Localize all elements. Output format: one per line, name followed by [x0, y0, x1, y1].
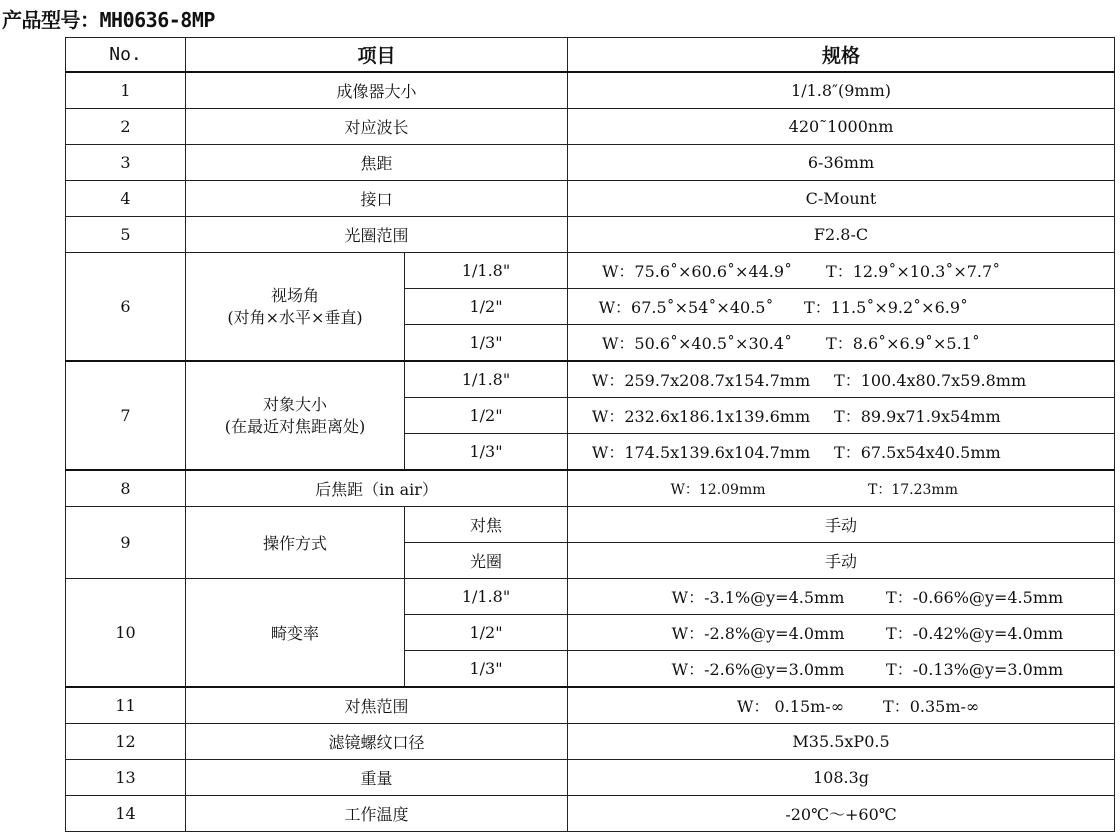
- wide-value: W：50.6˚×40.5˚×30.4˚: [601, 334, 793, 353]
- row-spec: [568, 579, 1115, 615]
- table-row: [66, 760, 1115, 796]
- row-item: 滤镜螺纹口径: [186, 724, 568, 760]
- row-no: 10: [66, 579, 186, 688]
- row-spec: [568, 651, 1115, 688]
- row-no: 12: [66, 724, 186, 760]
- wide-value: W：67.5˚×54˚×40.5˚: [598, 298, 774, 317]
- row-spec: [568, 253, 1115, 289]
- table-row: [66, 687, 1115, 724]
- row-spec: 手动: [568, 543, 1115, 579]
- wide-value: W：259.7x208.7x154.7mm: [591, 371, 811, 390]
- row-item: 对焦范围: [186, 687, 568, 724]
- row-item: 成像器大小: [186, 72, 568, 109]
- tele-value: T：-0.66%@y=4.5mm: [886, 588, 1064, 607]
- row-item: 对应波长: [186, 109, 568, 145]
- tele-value: T：8.6˚×6.9˚×5.1˚: [826, 334, 980, 353]
- table-row: [66, 579, 1115, 615]
- sensor-size: 1/1.8": [405, 361, 568, 398]
- row-spec: F2.8-C: [568, 217, 1115, 253]
- table-row: [66, 145, 1115, 181]
- row-no: 9: [66, 507, 186, 579]
- row-spec: [568, 289, 1115, 325]
- row-spec: [568, 361, 1115, 398]
- tele-value: T：11.5˚×9.2˚×6.9˚: [804, 298, 969, 317]
- row-item-line: (对角×水平×垂直): [227, 307, 363, 327]
- row-no: 1: [66, 72, 186, 109]
- tele-value: T：67.5x54x40.5mm: [834, 443, 1001, 462]
- row-spec: [568, 615, 1115, 651]
- row-no: 13: [66, 760, 186, 796]
- row-item-line: 对象大小: [262, 394, 327, 414]
- row-no: 4: [66, 181, 186, 217]
- wide-value: W：12.09mm: [670, 481, 766, 498]
- sensor-size: 1/3": [405, 651, 568, 688]
- wide-value: W：-3.1%@y=4.5mm: [671, 588, 845, 607]
- row-spec: [568, 470, 1115, 507]
- sub-item: 对焦: [405, 507, 568, 543]
- wide-value: W：-2.6%@y=3.0mm: [671, 660, 845, 679]
- row-item: 光圈范围: [186, 217, 568, 253]
- wide-value: W：232.6x186.1x139.6mm: [591, 407, 811, 426]
- wide-value: W： 0.15m-∞: [736, 697, 845, 716]
- row-no: 2: [66, 109, 186, 145]
- row-no: 6: [66, 253, 186, 362]
- row-spec: [568, 687, 1115, 724]
- row-spec: 手动: [568, 507, 1115, 543]
- table-row: [66, 109, 1115, 145]
- row-spec: -20℃～+60℃: [568, 796, 1115, 832]
- sensor-size: 1/2": [405, 289, 568, 325]
- wide-value: W：174.5x139.6x104.7mm: [591, 443, 811, 462]
- sensor-size: 1/1.8": [405, 253, 568, 289]
- header-item: 项目: [186, 38, 568, 73]
- tele-value: T：0.35m-∞: [883, 697, 980, 716]
- tele-value: T：-0.13%@y=3.0mm: [886, 660, 1064, 679]
- table-header-row: [66, 38, 1115, 73]
- row-spec: 6-36mm: [568, 145, 1115, 181]
- tele-value: T：100.4x80.7x59.8mm: [834, 371, 1027, 390]
- page-title: 产品型号：MH0636-8MP: [2, 8, 215, 32]
- table-row: [66, 724, 1115, 760]
- sensor-size: 1/1.8": [405, 579, 568, 615]
- header-no: No.: [66, 38, 186, 73]
- row-no: 5: [66, 217, 186, 253]
- table-row: [66, 72, 1115, 109]
- table-row: [66, 361, 1115, 398]
- row-spec: [568, 325, 1115, 362]
- row-item: 后焦距（in air）: [186, 470, 568, 507]
- sensor-size: 1/3": [405, 325, 568, 362]
- row-item: [186, 361, 405, 470]
- row-item: [186, 253, 405, 362]
- row-item: 重量: [186, 760, 568, 796]
- wide-value: W：-2.8%@y=4.0mm: [671, 624, 845, 643]
- spec-table: [65, 37, 1115, 832]
- sub-item: 光圈: [405, 543, 568, 579]
- sensor-size: 1/3": [405, 434, 568, 471]
- row-no: 7: [66, 361, 186, 470]
- wide-value: W：75.6˚×60.6˚×44.9˚: [601, 262, 793, 281]
- header-spec: 规格: [568, 38, 1115, 73]
- tele-value: T：17.23mm: [868, 481, 958, 498]
- row-spec: 108.3g: [568, 760, 1115, 796]
- tele-value: T：-0.42%@y=4.0mm: [886, 624, 1064, 643]
- table-row: [66, 253, 1115, 289]
- tele-value: T：89.9x71.9x54mm: [834, 407, 1001, 426]
- row-item-line: 视场角: [270, 285, 319, 305]
- row-spec: 420˜1000nm: [568, 109, 1115, 145]
- table-row: [66, 507, 1115, 543]
- row-spec: M35.5xP0.5: [568, 724, 1115, 760]
- row-item: 焦距: [186, 145, 568, 181]
- row-item: 畸变率: [186, 579, 405, 688]
- row-spec: [568, 398, 1115, 434]
- row-no: 11: [66, 687, 186, 724]
- row-spec: 1/1.8″(9mm): [568, 72, 1115, 109]
- row-item: 接口: [186, 181, 568, 217]
- table-row: [66, 470, 1115, 507]
- row-spec: C-Mount: [568, 181, 1115, 217]
- sensor-size: 1/2": [405, 398, 568, 434]
- table-row: [66, 217, 1115, 253]
- row-no: 14: [66, 796, 186, 832]
- row-spec: [568, 434, 1115, 471]
- table-row: [66, 181, 1115, 217]
- row-item: 操作方式: [186, 507, 405, 579]
- sensor-size: 1/2": [405, 615, 568, 651]
- row-no: 3: [66, 145, 186, 181]
- row-item: 工作温度: [186, 796, 568, 832]
- tele-value: T：12.9˚×10.3˚×7.7˚: [826, 262, 1001, 281]
- row-no: 8: [66, 470, 186, 507]
- table-row: [66, 796, 1115, 832]
- row-item-line: (在最近对焦距离处): [224, 416, 366, 436]
